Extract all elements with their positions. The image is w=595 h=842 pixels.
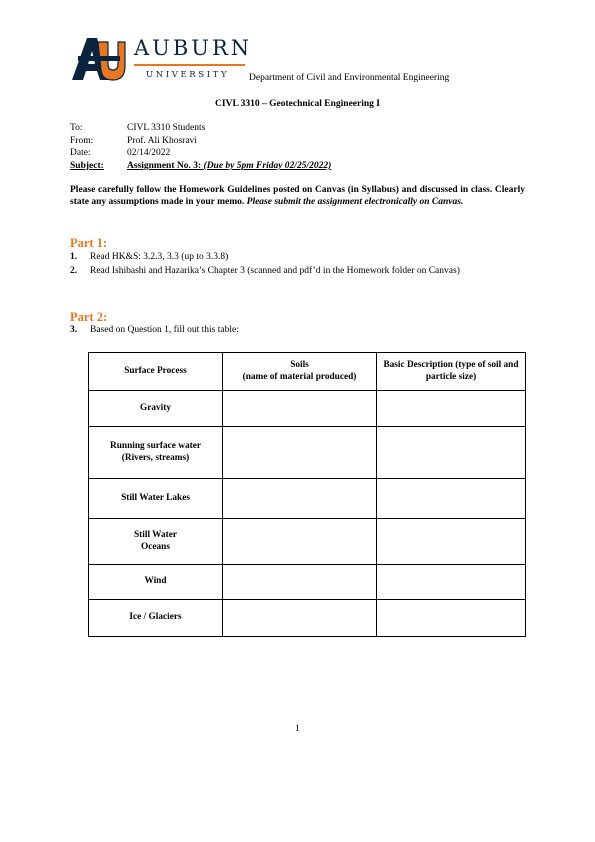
surface-process-table [88,352,526,637]
process-cell [89,519,223,565]
process-cell: Gravity [89,391,223,427]
memo-to-row [70,123,205,133]
header-soils-line2: (name of material produced) [242,371,357,382]
list-item-number: 3. [70,325,78,335]
department-name: Department of Civil and Environmental Engineering [249,73,450,83]
auburn-au-logo-icon [70,36,126,82]
description-cell [377,600,526,637]
table-row [89,427,526,479]
header-soils [223,353,377,391]
process-line2: Oceans [141,541,170,552]
header-surface-process: Surface Process [89,353,223,391]
memo-to-label: To: [70,123,83,133]
list-item [70,325,525,337]
process-cell: Ice / Glaciers [89,600,223,637]
header-basic-description: Basic Description (type of soil and particle size) [377,353,526,391]
soils-cell [223,479,377,519]
page-number: 1 [295,724,300,734]
table-row [89,600,526,637]
memo-date-row [70,148,170,158]
list-item-number: 1. [70,252,78,262]
list-item-number: 2. [70,266,78,276]
instructions-bold-text: Please carefully follow the Homework Guidelines posted on Canvas (in Syllabus) and discussed in class. Clearly state any assumptions made in your memo. [70,185,525,207]
memo-to-value: CIVL 3310 Students [127,123,206,133]
table-row [89,391,526,427]
university-wordmark: UNIVERSITY [146,70,230,80]
list-item-text: Read Ishibashi and Hazarika’s Chapter 3 (scanned and pdf’d in the Homework folder on Canvas) [90,266,460,276]
memo-subject-label: Subject: [70,161,104,171]
soils-cell [223,600,377,637]
instructions-paragraph [70,185,525,208]
subject-text: Assignment No. 3: [127,161,204,171]
header-soils-line1: Soils [290,360,309,370]
list-item [70,266,525,278]
logo-divider [134,64,245,66]
description-cell [377,391,526,427]
soils-cell [223,391,377,427]
process-cell [89,427,223,479]
table-row [89,519,526,565]
list-item-text: Read HK&S: 3.2.3, 3.3 (up to 3.3.8) [90,252,229,262]
soils-cell [223,427,377,479]
table-row [89,479,526,519]
table-row [89,565,526,600]
list-item [70,252,525,264]
instructions-italic-text: Please submit the assignment electronically on Canvas. [246,196,464,207]
auburn-wordmark: AUBURN [134,36,253,60]
description-cell [377,519,526,565]
memo-from-row [70,136,197,146]
process-line2: (Rivers, streams) [121,452,190,463]
description-cell [377,479,526,519]
memo-subject-value [127,161,331,171]
description-cell [377,565,526,600]
soils-cell [223,519,377,565]
list-item-text: Based on Question 1, fill out this table: [90,325,239,335]
soils-cell [223,565,377,600]
memo-date-label: Date: [70,148,91,158]
part-2-heading: Part 2: [70,310,108,324]
process-cell: Wind [89,565,223,600]
part-1-heading: Part 1: [70,236,108,250]
memo-subject-row [70,161,331,171]
process-line1: Running surface water [110,441,201,451]
process-line1: Still Water [134,530,177,540]
memo-date-value: 02/14/2022 [127,148,171,158]
memo-from-value: Prof. Ali Khosravi [127,136,197,146]
process-cell: Still Water Lakes [89,479,223,519]
description-cell [377,427,526,479]
table-header-row [89,353,526,391]
subject-due-date: (Due by 5pm Friday 02/25/2022) [203,161,332,171]
course-title: CIVL 3310 – Geotechnical Engineering I [215,99,380,109]
memo-from-label: From: [70,136,94,146]
